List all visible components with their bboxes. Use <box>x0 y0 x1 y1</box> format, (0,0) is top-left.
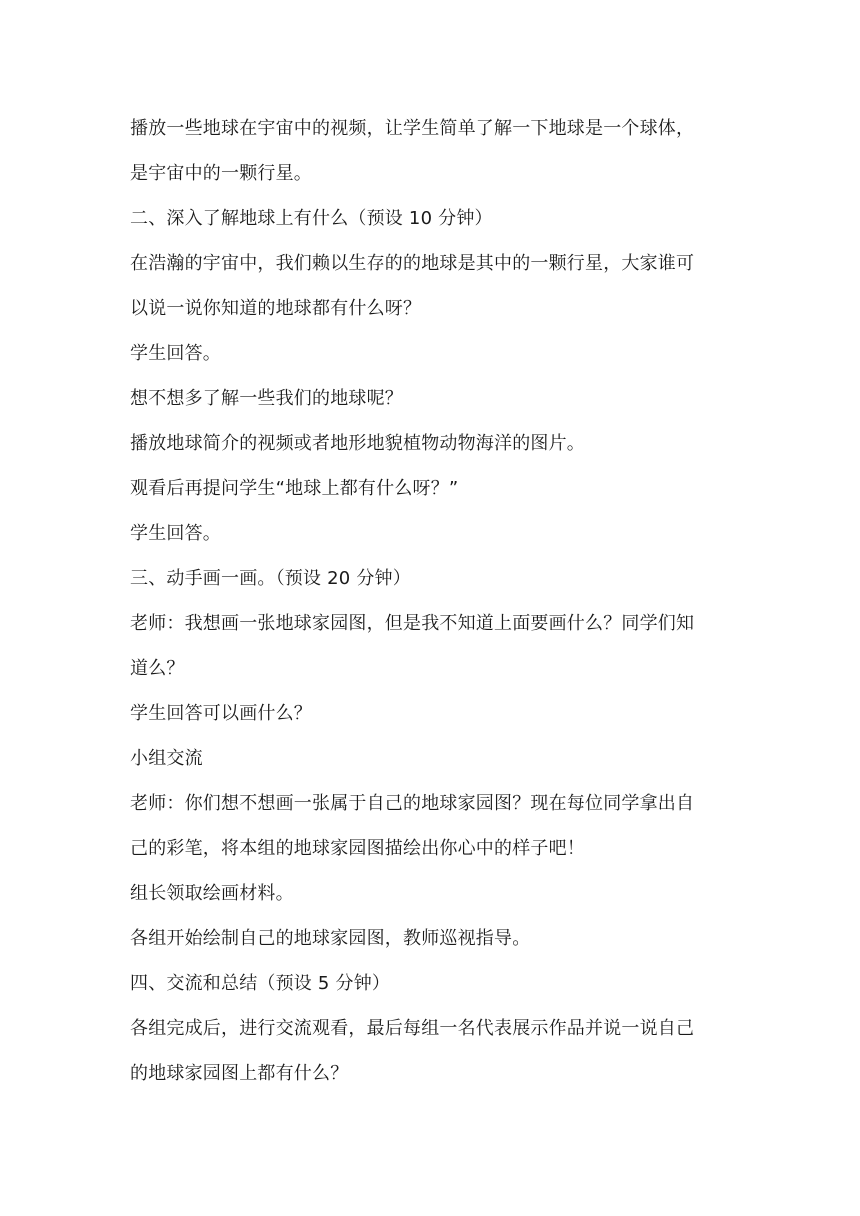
student-answer-what-to-draw: 学生回答可以画什么？ <box>130 703 312 724</box>
paragraph-intro-video-line-1: 播放一些地球在宇宙中的视频，让学生简单了解一下地球是一个球体， <box>130 118 695 139</box>
question-learn-more: 想不想多了解一些我们的地球呢？ <box>130 388 403 409</box>
groups-start-drawing: 各组开始绘制自己的地球家园图，教师巡视指导。 <box>130 928 531 949</box>
play-earth-video: 播放地球简介的视频或者地形地貌植物动物海洋的图片。 <box>130 433 585 454</box>
section-heading-2: 二、深入了解地球上有什么（预设 10 分钟） <box>130 208 493 229</box>
student-answer-2: 学生回答。 <box>130 523 221 544</box>
teacher-prompt-line-2: 道么？ <box>130 658 185 679</box>
summary-paragraph-line-2: 的地球家园图上都有什么？ <box>130 1063 349 1084</box>
section-heading-4: 四、交流和总结（预设 5 分钟） <box>130 973 391 994</box>
teacher-instruction-line-2: 己的彩笔，将本组的地球家园图描绘出你心中的样子吧！ <box>130 838 585 859</box>
section-heading-3: 三、动手画一画。（预设 20 分钟） <box>130 568 411 589</box>
student-answer-1: 学生回答。 <box>130 343 221 364</box>
leader-collect-materials: 组长领取绘画材料。 <box>130 883 294 904</box>
teacher-instruction-line-1: 老师：你们想不想画一张属于自己的地球家园图？现在每位同学拿出自 <box>130 793 695 814</box>
paragraph-intro-video-line-2: 是宇宙中的一颗行星。 <box>130 163 312 184</box>
paragraph-universe-line-1: 在浩瀚的宇宙中，我们赖以生存的的地球是其中的一颗行星，大家谁可 <box>130 253 695 274</box>
ask-after-watching: 观看后再提问学生“地球上都有什么呀？” <box>130 478 459 499</box>
summary-paragraph-line-1: 各组完成后，进行交流观看，最后每组一名代表展示作品并说一说自己 <box>130 1018 695 1039</box>
paragraph-universe-line-2: 以说一说你知道的地球都有什么呀？ <box>130 298 422 319</box>
teacher-prompt-line-1: 老师：我想画一张地球家园图，但是我不知道上面要画什么？同学们知 <box>130 613 695 634</box>
group-discussion: 小组交流 <box>130 748 203 769</box>
